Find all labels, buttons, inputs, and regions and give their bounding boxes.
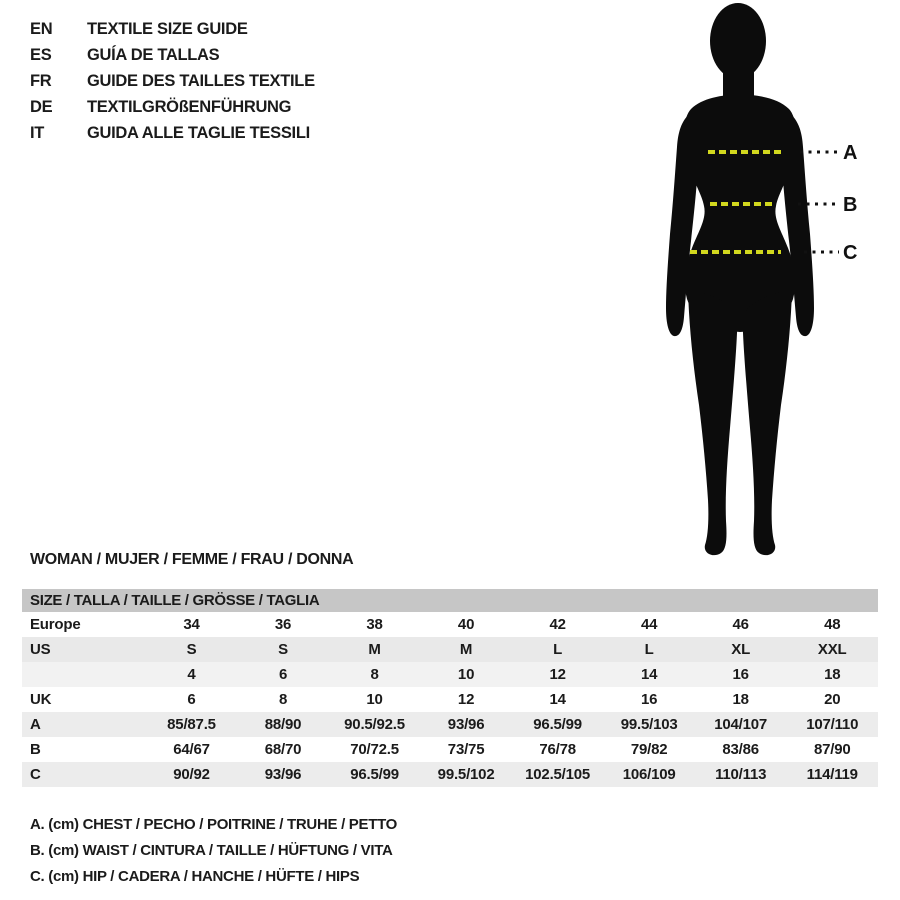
size-cell: 12 xyxy=(549,666,566,683)
size-cell: 4 xyxy=(187,666,196,683)
size-cell: 76/78 xyxy=(539,741,576,758)
language-row-es xyxy=(30,42,315,68)
hip-marker-label: C xyxy=(843,242,858,264)
size-table-header-row xyxy=(22,589,878,612)
size-cell: 6 xyxy=(187,691,196,708)
language-code: ES xyxy=(30,46,52,64)
size-cell: 20 xyxy=(824,691,841,708)
size-cell: 99.5/103 xyxy=(620,716,678,733)
language-title: GUIDE DES TAILLES TEXTILE xyxy=(87,72,315,90)
size-cell: 38 xyxy=(366,616,383,633)
size-cell: M xyxy=(459,641,473,658)
size-cell: L xyxy=(644,641,654,658)
size-cell: M xyxy=(368,641,381,658)
legend-line-hip: C. (cm) HIP / CADERA / HANCHE / HÜFTE / HIPS xyxy=(30,868,360,885)
size-cell: 68/70 xyxy=(264,741,302,758)
row-label: C xyxy=(30,766,41,783)
woman-silhouette-figure xyxy=(630,0,860,560)
language-row-it xyxy=(30,120,315,146)
woman-silhouette xyxy=(666,3,814,555)
size-cell: 99.5/102 xyxy=(437,766,495,783)
waist-marker-label: B xyxy=(843,194,858,216)
measurement-legend xyxy=(30,812,397,890)
size-cell: 96.5/99 xyxy=(533,716,582,733)
row-label xyxy=(22,662,146,687)
size-cell: 48 xyxy=(824,616,841,633)
row-label: Europe xyxy=(30,616,81,633)
language-title-list xyxy=(30,16,315,146)
size-cell: 18 xyxy=(824,666,841,683)
size-cell: 93/96 xyxy=(447,716,485,733)
section-title: WOMAN / MUJER / FEMME / FRAU / DONNA xyxy=(30,551,354,568)
table-row-us xyxy=(22,637,878,662)
table-row-uk xyxy=(22,687,878,712)
size-cell: 83/86 xyxy=(722,741,759,758)
row-label: A xyxy=(30,716,41,733)
table-row-europe xyxy=(22,612,878,637)
language-row-fr xyxy=(30,68,315,94)
size-cell: XXL xyxy=(817,641,847,658)
language-title: TEXTILGRÖßENFÜHRUNG xyxy=(87,98,292,116)
size-cell: 12 xyxy=(457,691,475,708)
size-cell: 90.5/92.5 xyxy=(344,716,405,733)
language-row-de xyxy=(30,94,315,120)
left-leg-shape xyxy=(688,290,737,555)
size-cell: 96.5/99 xyxy=(350,766,399,783)
language-title: GUIDA ALLE TAGLIE TESSILI xyxy=(87,124,310,142)
size-cell: 14 xyxy=(640,666,658,683)
language-title: GUÍA DE TALLAS xyxy=(87,46,220,64)
table-row-us-numeric xyxy=(22,662,878,687)
size-cell: 10 xyxy=(366,691,383,708)
size-cell: 70/72.5 xyxy=(350,741,399,758)
size-cell: 79/82 xyxy=(630,741,668,758)
size-cell: S xyxy=(186,641,197,658)
chest-marker-label: A xyxy=(843,142,858,164)
size-table xyxy=(22,589,878,787)
size-cell: 88/90 xyxy=(264,716,302,733)
size-table-header: SIZE / TALLA / TAILLE / GRÖSSE / TAGLIA xyxy=(22,589,878,612)
size-cell: L xyxy=(553,641,563,658)
size-cell: 42 xyxy=(549,616,566,633)
size-cell: 87/90 xyxy=(813,741,851,758)
language-row-en xyxy=(30,16,315,42)
size-cell: 44 xyxy=(640,616,658,633)
legend-line-waist: B. (cm) WAIST / CINTURA / TAILLE / HÜFTUNG / VITA xyxy=(30,842,393,859)
size-cell: 14 xyxy=(549,691,566,708)
size-cell: 16 xyxy=(732,666,749,683)
table-row-chest xyxy=(22,712,878,737)
size-cell: 10 xyxy=(457,666,475,683)
size-cell: 114/119 xyxy=(806,766,858,783)
size-cell: XL xyxy=(731,641,751,658)
row-label: UK xyxy=(30,691,52,708)
size-cell: 102.5/105 xyxy=(525,766,591,783)
size-cell: 40 xyxy=(457,616,475,633)
size-cell: 18 xyxy=(732,691,749,708)
table-row-hip xyxy=(22,762,878,787)
size-cell: 104/107 xyxy=(714,716,768,733)
size-cell: 46 xyxy=(732,616,749,633)
size-cell: 34 xyxy=(183,616,200,633)
size-cell: 64/67 xyxy=(173,741,210,758)
language-code: EN xyxy=(30,20,53,38)
size-cell: 85/87.5 xyxy=(167,716,216,733)
size-cell: 6 xyxy=(278,666,288,683)
size-cell: 16 xyxy=(640,691,658,708)
size-cell: 107/110 xyxy=(806,716,859,733)
language-code: IT xyxy=(30,124,45,142)
size-cell: 110/113 xyxy=(715,766,767,783)
size-cell: 73/75 xyxy=(447,741,485,758)
language-title: TEXTILE SIZE GUIDE xyxy=(87,20,248,38)
neck-shape xyxy=(723,56,754,100)
legend-line-chest: A. (cm) CHEST / PECHO / POITRINE / TRUHE / PETTO xyxy=(30,816,398,833)
size-cell: S xyxy=(278,641,288,658)
size-cell: 36 xyxy=(274,616,292,633)
size-cell: 90/92 xyxy=(173,766,210,783)
size-cell: 93/96 xyxy=(264,766,302,783)
row-label: US xyxy=(30,641,51,658)
table-row-waist xyxy=(22,737,878,762)
row-label: B xyxy=(30,741,41,758)
size-cell: 8 xyxy=(370,666,379,683)
language-code: FR xyxy=(30,72,52,90)
size-cell: 106/109 xyxy=(622,766,676,783)
right-leg-shape xyxy=(743,290,792,555)
size-cell: 8 xyxy=(278,691,288,708)
language-code: DE xyxy=(30,98,53,116)
